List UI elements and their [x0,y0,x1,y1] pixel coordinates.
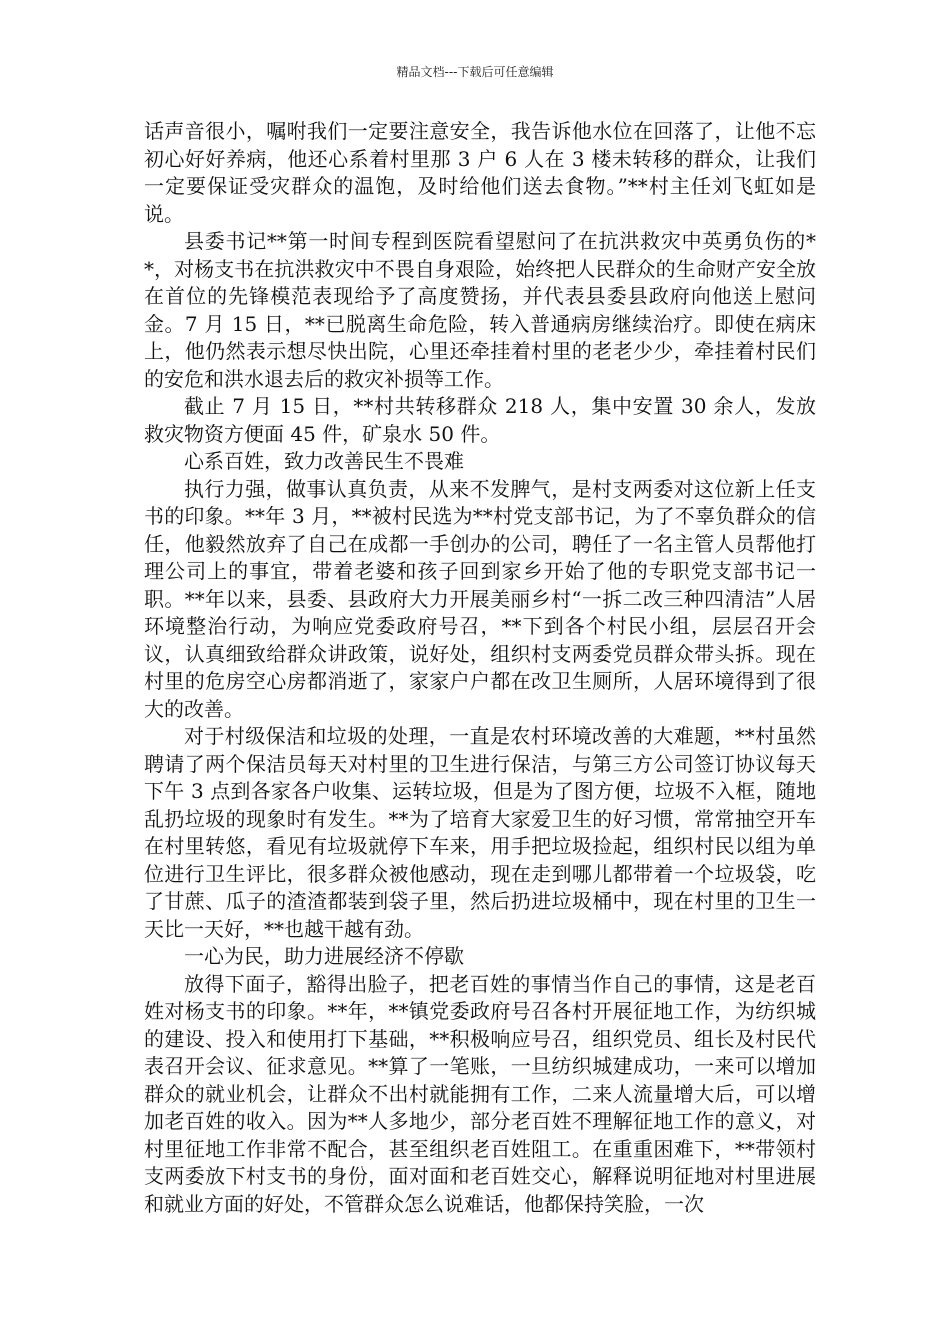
section-heading: 心系百姓，致力改善民生不畏难 [184,449,464,473]
paragraph: 执行力强，做事认真负责，从来不发脾气，是村支两委对这位新上任支书的印象。**年 3 月，**被村民选为**村党支部书记，为了不辜负群众的信任，他毅然放弃了自己在成都一手创办的公司，聘任了一名主管人员帮他打理公司上的事宜，带着老婆和孩子回到家乡开始了他的专职党支部书记一职。**年以来，县委、县政府大力开展美丽乡村“一拆二改三种四清洁”人居环境整治行动，为响应党委政府号召，**下到各个村民小组，层层召开会议，认真细致给群众讲政策，说好处，组织村支两委党员群众带头拆。现在村里的危房空心房都消逝了，家家户户都在改卫生厕所，人居环境得到了很大的改善。 [144,476,816,721]
paragraph: 县委书记**第一时间专程到医院看望慰问了在抗洪救灾中英勇负伤的**，对杨支书在抗洪救灾中不畏自身艰险，始终把人民群众的生命财产安全放在首位的先锋模范表现给予了高度赞扬，并代表县委县政府向他送上慰问金。7 月 15 日，**已脱离生命危险，转入普通病房继续治疗。即使在病床上，他仍然表示想尽快出院，心里还牵挂着村里的老老少少，牵挂着村民们的安危和洪水退去后的救灾补损等工作。 [144,229,816,391]
paragraph: 截止 7 月 15 日，**村共转移群众 218 人，集中安置 30 余人，发放救灾物资方便面 45 件，矿泉水 50 件。 [144,394,816,446]
paragraph: 对于村级保洁和垃圾的处理，一直是农村环境改善的大难题，**村虽然聘请了两个保洁员每天对村里的卫生进行保洁，与第三方公司签订协议每天下午 3 点到各家各户收集、运转垃圾，但是为了图方便，垃圾不入框，随地乱扔垃圾的现象时有发生。**为了培育大家爱卫生的好习惯，常常抽空开车在村里转悠，看见有垃圾就停下车来，用手把垃圾捡起，组织村民以组为单位进行卫生评比，很多群众被他感动，现在走到哪儿都带着一个垃圾袋，吃了甘蔗、瓜子的渣渣都装到袋子里，然后扔进垃圾桶中，现在村里的卫生一天比一天好，**也越干越有劲。 [144,724,816,941]
paragraph: 放得下面子，豁得出脸子，把老百姓的事情当作自己的事情，这是老百姓对杨支书的印象。**年，**镇党委政府号召各村开展征地工作，为纺织城的建设、投入和使用打下基础，**积极响应号召，组织党员、组长及村民代表召开会议、征求意见。**算了一笔账，一旦纺织城建成功，一来可以增加群众的就业机会，让群众不出村就能拥有工作，二来人流量增大后，可以增加老百姓的收入。因为**人多地少，部分老百姓不理解征地工作的意义，对村里征地工作非常不配合，甚至组织老百姓阻工。在重重困难下，**带领村支两委放下村支书的身份，面对面和老百姓交心，解释说明征地对村里进展和就业方面的好处，不管群众怎么说难话，他都保持笑脸，一次 [144,971,816,1216]
section-heading: 一心为民，助力进展经济不停歇 [184,944,464,968]
document-body [144,118,816,1218]
paragraph: 话声音很小，嘱咐我们一定要注意安全，我告诉他水位在回落了，让他不忘初心好好养病，他还心系着村里那 3 户 6 人在 3 楼未转移的群众，让我们一定要保证受灾群众的温饱，及时给他们送去食物。”**村主任刘飞虹如是说。 [144,119,816,226]
page-header: 精品文档---下载后可任意编辑 [396,65,554,79]
